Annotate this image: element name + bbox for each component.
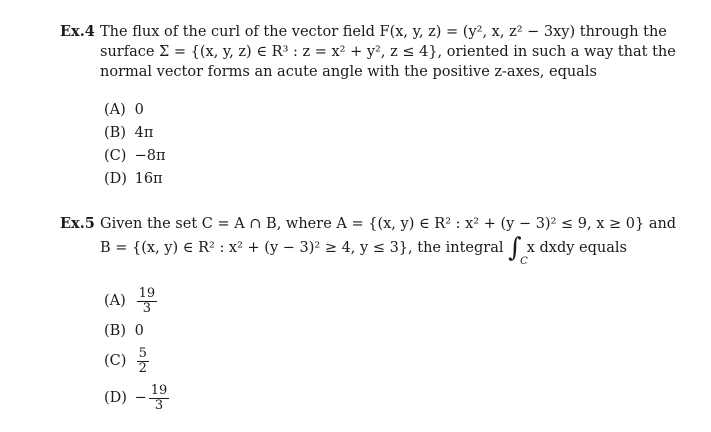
numerator: 19 — [138, 285, 156, 301]
ex5-text-line-2-pre: B = {(x, y) ∈ R² : x² + (y − 3)² ≥ 4, y ≤ 3}, the integral — [100, 240, 504, 256]
ex4-option-d — [104, 169, 166, 189]
option-key: (B) — [104, 323, 126, 339]
ex5-text-line-2-post: x dxdy equals — [526, 240, 627, 256]
ex5-option-a — [104, 284, 169, 318]
option-key: (A) — [104, 102, 126, 118]
exercise-4 — [60, 22, 680, 187]
ex5-label: Ex.5 — [60, 215, 95, 232]
ex4-text-line-3: normal vector forms an acute angle with the positive z-axes, equals — [100, 64, 597, 80]
option-value: 0 — [134, 323, 144, 339]
ex4-option-a — [104, 100, 166, 120]
ex4-line-1 — [60, 22, 680, 42]
ex5-text-line-1: Given the set C = A ∩ B, where A = {(x, y) ∈ R² : x² + (y − 3)² ≤ 9, x ≥ 0} and — [100, 216, 677, 232]
numerator: 5 — [138, 345, 147, 361]
fraction — [149, 384, 170, 413]
integral-domain: C — [520, 256, 528, 267]
denominator: 2 — [138, 360, 147, 376]
ex5-option-b — [104, 321, 169, 341]
option-key: (C) — [104, 353, 127, 369]
option-value: 4π — [134, 125, 154, 141]
option-key: (C) — [104, 148, 127, 164]
numerator: 19 — [150, 382, 168, 398]
ex4-text-line-1: The flux of the curl of the vector field F(x, y, z) = (y², x, z² − 3xy) through the — [100, 24, 667, 40]
option-value: 16π — [134, 171, 163, 187]
fraction — [137, 347, 149, 376]
ex5-line-2 — [60, 233, 680, 267]
denominator: 3 — [142, 300, 152, 316]
option-value: −8π — [134, 148, 166, 164]
ex4-line-2 — [60, 42, 680, 62]
integral-symbol: ∫ — [508, 233, 522, 263]
ex4-line-3 — [60, 62, 680, 82]
fraction — [137, 287, 158, 316]
option-sign: − — [134, 390, 147, 406]
exercise-5 — [60, 214, 680, 413]
ex4-text-line-2: surface Σ = {(x, y, z) ∈ R³ : z = x² + y², z ≤ 4}, oriented in such a way that the — [100, 44, 676, 60]
option-key: (A) — [104, 293, 126, 309]
ex5-option-d — [104, 381, 169, 415]
option-key: (B) — [104, 125, 126, 141]
denominator: 3 — [154, 397, 164, 413]
ex4-options — [104, 100, 166, 192]
ex4-label: Ex.4 — [60, 23, 95, 40]
ex5-options — [104, 284, 169, 418]
ex4-option-c — [104, 146, 166, 166]
ex4-option-b — [104, 123, 166, 143]
option-key: (D) — [104, 171, 127, 187]
option-value: 0 — [134, 102, 144, 118]
ex5-line-1 — [60, 214, 680, 234]
option-key: (D) — [104, 390, 127, 406]
ex5-option-c — [104, 344, 169, 378]
integral-sign — [508, 233, 528, 267]
